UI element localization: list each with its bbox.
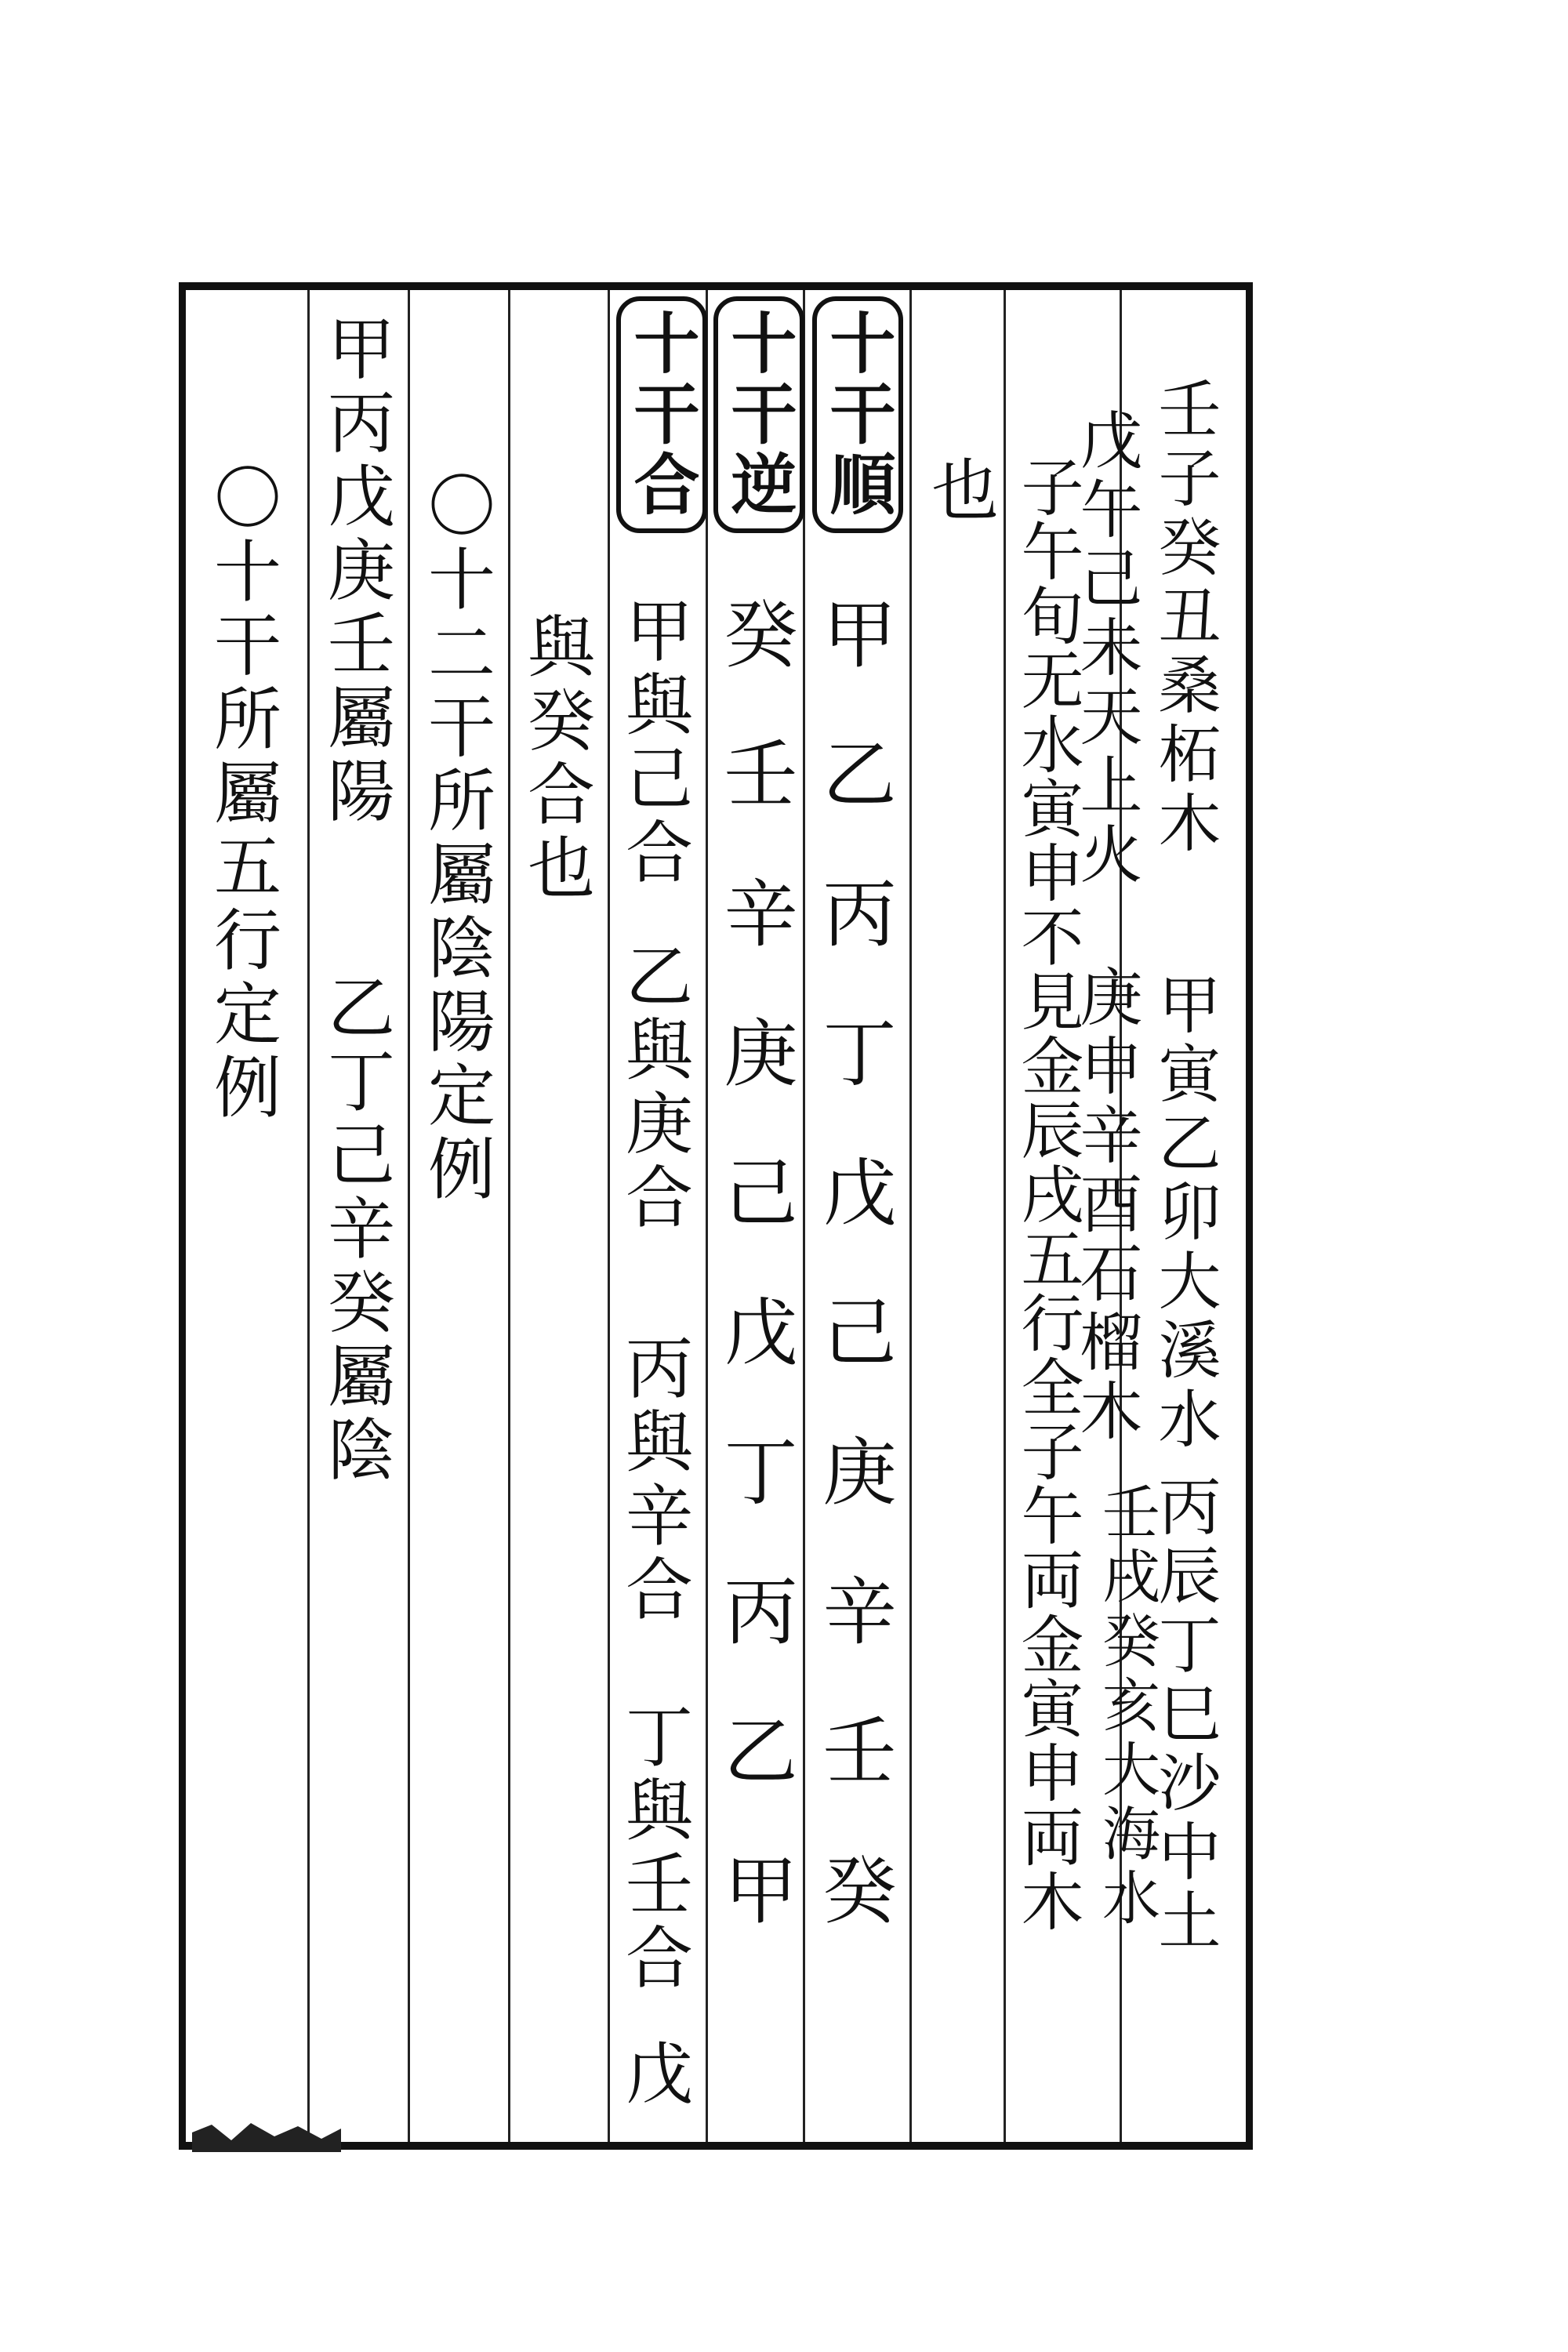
label-ni: 十干逆 <box>713 296 804 533</box>
frame-top-border <box>179 282 1253 290</box>
stem-item: 癸 <box>711 596 797 735</box>
stem-item: 戊 <box>711 1294 797 1433</box>
column-rule <box>803 290 805 2142</box>
text-column-1-low: 丙辰丁巳沙中土 <box>1148 1474 1221 1957</box>
stem-item: 辛 <box>711 875 797 1014</box>
text-column-11: 〇十干所屬五行定例 <box>202 463 281 1126</box>
frame-left-border <box>179 282 186 2150</box>
stem-item: 壬 <box>810 1712 895 1852</box>
text-column-6-stems <box>711 596 797 1991</box>
column-rule <box>706 290 708 2142</box>
column-rule <box>508 290 510 2142</box>
stem-item: 戊 <box>810 1154 895 1294</box>
label-shun: 十干順 <box>812 296 903 533</box>
column-rule <box>909 290 912 2142</box>
text-column-7-e: 戊 <box>614 2038 692 2112</box>
text-column-1-mid: 甲寅乙卯大溪水 <box>1148 972 1221 1455</box>
stem-item: 甲 <box>711 1852 797 1991</box>
stem-item: 庚 <box>810 1433 895 1573</box>
text-column-3: 子午旬无水寅申不見金辰戌五行全子午両金寅申両木 <box>1011 455 1083 1933</box>
stem-item: 丙 <box>711 1573 797 1712</box>
text-column-2-top: 戊午己未天上火 <box>1069 408 1142 891</box>
label-he: 十干合 <box>616 296 707 533</box>
column-rule <box>1004 290 1006 2142</box>
text-column-9: 〇十二干所屬陰陽定例 <box>416 470 495 1207</box>
text-column-7-c: 丙與辛合 <box>614 1333 692 1628</box>
stem-item: 丙 <box>810 875 895 1014</box>
text-column-7-d: 丁與壬合 <box>614 1701 692 1996</box>
text-column-8: 與癸合也 <box>516 612 594 906</box>
stem-item: 壬 <box>711 735 797 875</box>
text-column-10-b: 乙丁己辛癸屬陰 <box>316 972 394 1488</box>
stem-item: 庚 <box>711 1014 797 1154</box>
column-rule <box>307 290 310 2142</box>
column-rule <box>408 290 410 2142</box>
ink-stain-decoration <box>188 2109 345 2156</box>
stem-item: 己 <box>711 1154 797 1294</box>
stem-item: 丁 <box>810 1014 895 1154</box>
stem-item: 己 <box>810 1294 895 1433</box>
stem-item: 辛 <box>810 1573 895 1712</box>
stem-item: 癸 <box>810 1852 895 1991</box>
frame-right-border <box>1246 282 1253 2150</box>
text-column-1-top: 壬子癸丑桑柘木 <box>1148 376 1221 859</box>
column-rule <box>608 290 610 2142</box>
text-column-7-a: 甲與己合 <box>614 596 692 891</box>
text-column-4: 也 <box>920 455 998 528</box>
text-column-2-mid: 庚申辛酉石榴木 <box>1069 964 1142 1447</box>
stem-item: 乙 <box>810 735 895 875</box>
text-column-5-stems <box>810 596 895 1991</box>
stem-item: 乙 <box>711 1712 797 1852</box>
text-column-1-lower: 壬戌癸亥大海水 <box>1093 1482 1160 1932</box>
text-column-7-b: 乙與庚合 <box>614 941 692 1236</box>
stem-item: 丁 <box>711 1433 797 1573</box>
stem-item: 甲 <box>810 596 895 735</box>
text-column-10-a: 甲丙戊庚壬屬陽 <box>316 314 394 829</box>
